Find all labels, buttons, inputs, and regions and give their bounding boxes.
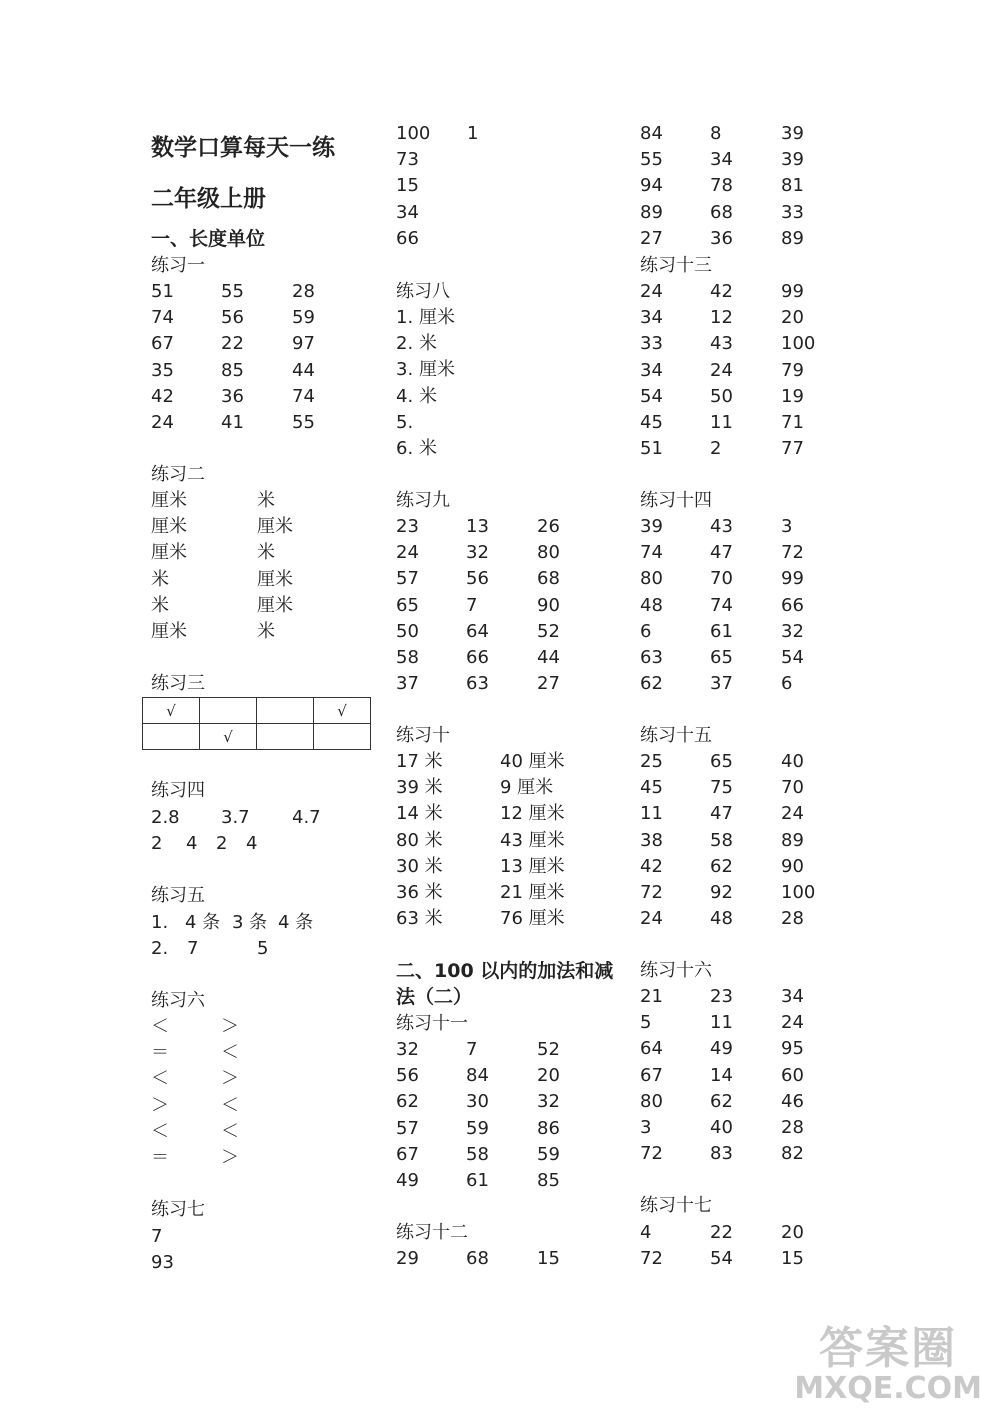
answer-cell: 74 bbox=[640, 542, 663, 564]
answer-cell: 27 bbox=[537, 673, 560, 695]
answer-cell: 39 bbox=[781, 149, 804, 171]
answer-cell: 89 bbox=[781, 227, 804, 249]
ex3-label: 练习三 bbox=[151, 673, 205, 694]
answer-cell: 89 bbox=[781, 829, 804, 851]
ex5-value: 5 bbox=[257, 938, 269, 959]
check-cell bbox=[314, 724, 371, 750]
answer-cell: 62 bbox=[710, 855, 733, 877]
answer-cell: 33 bbox=[640, 333, 663, 355]
answer-cell: 84 bbox=[640, 123, 663, 144]
answer-cell: 55 bbox=[292, 412, 315, 433]
answer-cell: 22 bbox=[221, 333, 244, 355]
answer-cell: 21 bbox=[640, 986, 663, 1007]
answer-cell: 43 bbox=[710, 516, 733, 537]
answer-cell: 24 bbox=[640, 281, 663, 302]
answer-cell: 米 bbox=[419, 438, 437, 459]
answer-cell: ＞ bbox=[221, 1068, 239, 1090]
answer-cell: 厘米 bbox=[257, 568, 293, 590]
answer-cell: 58 bbox=[710, 829, 733, 851]
answer-cell: 54 bbox=[710, 1248, 733, 1270]
answer-cell: 7 bbox=[466, 1039, 478, 1060]
ex9-label: 练习九 bbox=[396, 490, 450, 511]
answer-cell: 66 bbox=[466, 647, 489, 668]
answer-cell: 100 bbox=[396, 123, 431, 144]
answer-cell: 36 bbox=[221, 385, 244, 407]
answer-cell: 3 bbox=[640, 1117, 652, 1138]
answer-cell: 42 bbox=[640, 855, 663, 877]
answer-cell: 52 bbox=[537, 1039, 560, 1060]
answer-cell: 72 bbox=[640, 1248, 663, 1270]
answer-cell: 米 bbox=[257, 542, 275, 564]
answer-cell: 55 bbox=[640, 149, 663, 171]
answer-cell: 92 bbox=[710, 882, 733, 903]
answer-cell: 24 bbox=[781, 803, 804, 825]
answer-cell: 25 bbox=[640, 751, 663, 772]
ex13-label: 练习十三 bbox=[640, 255, 712, 276]
answer-cell: 米 bbox=[257, 490, 275, 511]
ex5-value: 2. bbox=[151, 938, 169, 959]
answer-cell: 34 bbox=[640, 307, 663, 329]
answer-cell: 67 bbox=[151, 333, 174, 355]
answer-cell: 28 bbox=[781, 1117, 804, 1138]
ex14-label: 练习十四 bbox=[640, 490, 712, 511]
answer-cell: 11 bbox=[640, 803, 663, 825]
answer-cell: 30 bbox=[466, 1091, 489, 1113]
answer-cell: 56 bbox=[466, 568, 489, 590]
answer-cell: 32 bbox=[466, 542, 489, 564]
answer-cell: 40 厘米 bbox=[500, 751, 565, 772]
answer-cell: 17 米 bbox=[396, 751, 443, 772]
answer-cell: 47 bbox=[710, 803, 733, 825]
answer-cell: ＞ bbox=[151, 1094, 169, 1116]
answer-cell: ＞ bbox=[221, 1147, 239, 1168]
unit2-heading-line1: 二、100 以内的加法和减 bbox=[396, 960, 614, 982]
answer-cell: 23 bbox=[710, 986, 733, 1007]
answer-cell: ＜ bbox=[151, 1068, 169, 1090]
answer-cell: ＜ bbox=[221, 1042, 239, 1064]
answer-cell: 36 米 bbox=[396, 882, 443, 903]
answer-cell: 11 bbox=[710, 412, 733, 433]
ex4-value: 2 bbox=[151, 833, 163, 854]
answer-cell: 20 bbox=[781, 1222, 804, 1243]
answer-cell: 61 bbox=[466, 1170, 489, 1191]
answer-cell: 68 bbox=[537, 568, 560, 590]
answer-cell: 24 bbox=[151, 412, 174, 433]
check-cell: √ bbox=[143, 698, 200, 724]
answer-cell: 81 bbox=[781, 175, 804, 197]
answer-cell: 5 bbox=[640, 1012, 652, 1034]
answer-cell: 32 bbox=[781, 620, 804, 642]
answer-cell: 19 bbox=[781, 385, 804, 407]
answer-cell: 6 bbox=[781, 673, 793, 695]
answer-cell: 13 bbox=[466, 516, 489, 537]
answer-cell: 20 bbox=[537, 1065, 560, 1087]
answer-cell: 45 bbox=[640, 412, 663, 433]
watermark-url: MXQE.COM bbox=[794, 1371, 982, 1406]
answer-cell: 100 bbox=[781, 333, 816, 355]
answer-cell: 24 bbox=[396, 542, 419, 564]
answer-cell: 49 bbox=[396, 1170, 419, 1191]
answer-cell: 74 bbox=[151, 307, 174, 329]
answer-cell: 4. bbox=[396, 385, 414, 407]
answer-cell: 12 厘米 bbox=[500, 803, 565, 825]
answer-cell: 71 bbox=[781, 412, 804, 433]
page-title: 数学口算每天一练 bbox=[151, 135, 335, 161]
answer-cell: 34 bbox=[781, 986, 804, 1007]
ex7-label: 练习七 bbox=[151, 1199, 205, 1220]
answer-cell: 45 bbox=[640, 777, 663, 799]
answer-cell: 65 bbox=[396, 594, 419, 616]
ex2-label: 练习二 bbox=[151, 464, 205, 485]
check-cell: √ bbox=[200, 724, 257, 750]
answer-cell: ＜ bbox=[221, 1094, 239, 1116]
answer-cell: 34 bbox=[396, 201, 419, 223]
answer-cell: 1 bbox=[467, 123, 479, 144]
ex17-label: 练习十七 bbox=[640, 1195, 712, 1216]
answer-cell: 62 bbox=[396, 1091, 419, 1113]
answer-cell: 42 bbox=[151, 385, 174, 407]
answer-cell: 99 bbox=[781, 568, 804, 590]
answer-cell: 42 bbox=[710, 281, 733, 302]
answer-cell: 57 bbox=[396, 1117, 419, 1139]
answer-cell: 厘米 bbox=[151, 490, 187, 511]
answer-cell: 51 bbox=[151, 281, 174, 302]
answer-cell: 15 bbox=[396, 175, 419, 197]
grade-title: 二年级上册 bbox=[151, 186, 266, 212]
answer-cell: 33 bbox=[781, 201, 804, 223]
answer-cell: 44 bbox=[537, 647, 560, 668]
answer-cell: 37 bbox=[710, 673, 733, 695]
answer-cell: ＞ bbox=[221, 1016, 239, 1037]
answer-cell: 72 bbox=[640, 882, 663, 903]
check-cell bbox=[257, 724, 314, 750]
answer-cell: 80 bbox=[640, 1090, 663, 1112]
answer-cell: 米 bbox=[419, 333, 437, 355]
answer-cell: ＜ bbox=[151, 1016, 169, 1037]
answer-cell: 2. bbox=[396, 333, 414, 355]
answer-cell: 68 bbox=[710, 201, 733, 223]
answer-cell: 22 bbox=[710, 1222, 733, 1243]
answer-cell: 74 bbox=[292, 385, 315, 407]
answer-cell: ＝ bbox=[151, 1147, 169, 1168]
answer-cell: 40 bbox=[781, 751, 804, 772]
answer-cell: 51 bbox=[640, 438, 663, 460]
answer-cell: 76 厘米 bbox=[500, 908, 565, 930]
ex1-label: 练习一 bbox=[151, 255, 205, 276]
answer-cell: 9 厘米 bbox=[500, 777, 554, 799]
ex4-value: 2.8 bbox=[151, 807, 180, 828]
answer-cell: 83 bbox=[710, 1143, 733, 1165]
watermark-logo: 答案圈 bbox=[819, 1323, 958, 1374]
answer-cell: 49 bbox=[710, 1038, 733, 1060]
answer-cell: 34 bbox=[640, 359, 663, 381]
ex11-label: 练习十一 bbox=[396, 1013, 468, 1034]
answer-cell: 48 bbox=[710, 908, 733, 930]
answer-cell: 85 bbox=[537, 1170, 560, 1191]
answer-cell: 52 bbox=[537, 620, 560, 642]
check-cell bbox=[257, 698, 314, 724]
answer-cell: 39 bbox=[640, 516, 663, 537]
answer-cell: 2 bbox=[710, 438, 722, 460]
answer-cell: 72 bbox=[781, 542, 804, 564]
answer-cell: 44 bbox=[292, 359, 315, 381]
answer-cell: 11 bbox=[710, 1012, 733, 1034]
ex3-check-table bbox=[142, 697, 371, 750]
answer-cell: ＝ bbox=[151, 1042, 169, 1064]
answer-cell: 1. bbox=[396, 307, 414, 328]
answer-cell: 59 bbox=[466, 1117, 489, 1139]
ex6-label: 练习六 bbox=[151, 990, 205, 1011]
answer-cell: 14 bbox=[710, 1064, 733, 1086]
unit1-heading: 一、长度单位 bbox=[151, 228, 266, 250]
answer-cell: 58 bbox=[396, 647, 419, 668]
answer-cell: 5. bbox=[396, 411, 414, 433]
answer-cell: 55 bbox=[221, 281, 244, 302]
answer-cell: 59 bbox=[537, 1143, 560, 1165]
ex7-value: 93 bbox=[151, 1252, 174, 1273]
answer-cell: 46 bbox=[781, 1090, 804, 1112]
answer-cell: 89 bbox=[640, 201, 663, 223]
answer-cell: 24 bbox=[640, 908, 663, 930]
answer-cell: 56 bbox=[396, 1065, 419, 1087]
answer-cell: 20 bbox=[781, 307, 804, 329]
answer-cell: 35 bbox=[151, 359, 174, 381]
answer-cell: 4 bbox=[640, 1222, 652, 1243]
answer-cell: 68 bbox=[466, 1248, 489, 1269]
answer-cell: 94 bbox=[640, 175, 663, 197]
ex4-value: 4 bbox=[186, 833, 198, 854]
answer-cell: 97 bbox=[292, 333, 315, 355]
answer-cell: 36 bbox=[710, 227, 733, 249]
answer-cell: 74 bbox=[710, 594, 733, 616]
answer-cell: 78 bbox=[710, 175, 733, 197]
answer-cell: 24 bbox=[710, 359, 733, 381]
answer-cell: 6 bbox=[640, 620, 652, 642]
answer-cell: 43 bbox=[710, 333, 733, 355]
answer-cell: 54 bbox=[781, 647, 804, 668]
answer-cell: 39 米 bbox=[396, 777, 443, 799]
answer-cell: 63 bbox=[640, 647, 663, 668]
ex5-value: 7 bbox=[187, 938, 199, 959]
answer-cell: 米 bbox=[419, 385, 437, 407]
answer-cell: 40 bbox=[710, 1117, 733, 1138]
ex10-label: 练习十 bbox=[396, 725, 450, 746]
answer-cell: 27 bbox=[640, 227, 663, 249]
answer-cell: 28 bbox=[292, 281, 315, 302]
answer-cell: 63 bbox=[466, 673, 489, 695]
answer-cell: 58 bbox=[466, 1143, 489, 1165]
answer-cell: 厘米 bbox=[257, 594, 293, 616]
answer-cell: 15 bbox=[781, 1248, 804, 1270]
unit2-heading-line2: 法（二） bbox=[396, 986, 473, 1008]
answer-cell: 86 bbox=[537, 1117, 560, 1139]
answer-cell: 8 bbox=[710, 123, 722, 144]
answer-cell: 99 bbox=[781, 281, 804, 302]
answer-cell: ＜ bbox=[221, 1120, 239, 1142]
answer-cell: 39 bbox=[781, 123, 804, 144]
answer-cell: 90 bbox=[781, 855, 804, 877]
answer-cell: 60 bbox=[781, 1064, 804, 1086]
answer-cell: 米 bbox=[151, 594, 169, 616]
answer-cell: 38 bbox=[640, 829, 663, 851]
answer-cell: 62 bbox=[710, 1090, 733, 1112]
ex4-label: 练习四 bbox=[151, 780, 205, 801]
answer-cell: 65 bbox=[710, 751, 733, 772]
ex5-value: 3 条 bbox=[232, 912, 268, 933]
answer-cell: 90 bbox=[537, 594, 560, 616]
answer-cell: 66 bbox=[396, 227, 419, 249]
answer-cell: ＜ bbox=[151, 1120, 169, 1142]
ex4-value: 4 bbox=[246, 833, 258, 854]
answer-cell: 厘米 bbox=[151, 516, 187, 538]
answer-cell: 30 米 bbox=[396, 855, 443, 877]
answer-cell: 85 bbox=[221, 359, 244, 381]
answer-cell: 64 bbox=[640, 1038, 663, 1060]
answer-cell: 12 bbox=[710, 307, 733, 329]
ex5-value: 4 条 bbox=[185, 912, 221, 933]
answer-cell: 80 bbox=[537, 542, 560, 564]
answer-cell: 70 bbox=[710, 568, 733, 590]
answer-cell: 77 bbox=[781, 438, 804, 460]
answer-cell: 41 bbox=[221, 412, 244, 433]
answer-cell: 66 bbox=[781, 594, 804, 616]
answer-cell: 50 bbox=[396, 620, 419, 642]
answer-cell: 米 bbox=[257, 621, 275, 642]
answer-cell: 84 bbox=[466, 1065, 489, 1087]
watermark bbox=[794, 1325, 982, 1405]
ex7-value: 7 bbox=[151, 1226, 163, 1247]
answer-cell: 厘米 bbox=[257, 516, 293, 538]
ex15-label: 练习十五 bbox=[640, 725, 712, 746]
answer-cell: 95 bbox=[781, 1038, 804, 1060]
ex4-value: 3.7 bbox=[221, 807, 250, 828]
answer-cell: 37 bbox=[396, 673, 419, 695]
answer-cell: 厘米 bbox=[151, 542, 187, 564]
answer-cell: 26 bbox=[537, 516, 560, 537]
answer-cell: 80 bbox=[640, 568, 663, 590]
answer-cell: 67 bbox=[396, 1143, 419, 1165]
answer-cell: 67 bbox=[640, 1064, 663, 1086]
ex8-label: 练习八 bbox=[396, 281, 450, 302]
answer-cell: 厘米 bbox=[151, 621, 187, 642]
answer-cell: 54 bbox=[640, 385, 663, 407]
answer-cell: 13 厘米 bbox=[500, 855, 565, 877]
ex16-label: 练习十六 bbox=[640, 960, 712, 981]
answer-cell: 57 bbox=[396, 568, 419, 590]
answer-cell: 43 厘米 bbox=[500, 829, 565, 851]
answer-cell: 厘米 bbox=[419, 359, 455, 381]
answer-cell: 29 bbox=[396, 1248, 419, 1269]
answer-cell: 64 bbox=[466, 620, 489, 642]
answer-cell: 24 bbox=[781, 1012, 804, 1034]
answer-cell: 3. bbox=[396, 359, 414, 381]
ex5-label: 练习五 bbox=[151, 885, 205, 906]
answer-cell: 32 bbox=[537, 1091, 560, 1113]
answer-cell: 56 bbox=[221, 307, 244, 329]
answer-cell: 50 bbox=[710, 385, 733, 407]
answer-cell: 米 bbox=[151, 568, 169, 590]
answer-cell: 28 bbox=[781, 908, 804, 930]
answer-cell: 59 bbox=[292, 307, 315, 329]
answer-cell: 65 bbox=[710, 647, 733, 668]
answer-cell: 23 bbox=[396, 516, 419, 537]
answer-cell: 70 bbox=[781, 777, 804, 799]
ex5-value: 1. bbox=[151, 912, 169, 933]
check-cell: √ bbox=[314, 698, 371, 724]
answer-cell: 3 bbox=[781, 516, 793, 537]
answer-cell: 100 bbox=[781, 882, 816, 903]
ex4-value: 4.7 bbox=[292, 807, 321, 828]
check-cell bbox=[200, 698, 257, 724]
answer-cell: 47 bbox=[710, 542, 733, 564]
answer-cell: 80 米 bbox=[396, 829, 443, 851]
answer-cell: 61 bbox=[710, 620, 733, 642]
answer-cell: 21 厘米 bbox=[500, 882, 565, 903]
answer-cell: 32 bbox=[396, 1039, 419, 1060]
answer-cell: 14 米 bbox=[396, 803, 443, 825]
ex5-value: 4 条 bbox=[278, 912, 314, 933]
answer-cell: 15 bbox=[537, 1248, 560, 1269]
answer-cell: 34 bbox=[710, 149, 733, 171]
answer-cell: 72 bbox=[640, 1143, 663, 1165]
answer-cell: 79 bbox=[781, 359, 804, 381]
answer-cell: 75 bbox=[710, 777, 733, 799]
answer-cell: 82 bbox=[781, 1143, 804, 1165]
answer-cell: 62 bbox=[640, 673, 663, 695]
answer-cell: 48 bbox=[640, 594, 663, 616]
answer-cell: 厘米 bbox=[419, 307, 455, 328]
ex12-label: 练习十二 bbox=[396, 1222, 468, 1243]
check-cell bbox=[143, 724, 200, 750]
answer-cell: 6. bbox=[396, 438, 414, 459]
answer-cell: 7 bbox=[466, 594, 478, 616]
answer-cell: 73 bbox=[396, 149, 419, 171]
ex4-value: 2 bbox=[216, 833, 228, 854]
answer-cell: 63 米 bbox=[396, 908, 443, 930]
